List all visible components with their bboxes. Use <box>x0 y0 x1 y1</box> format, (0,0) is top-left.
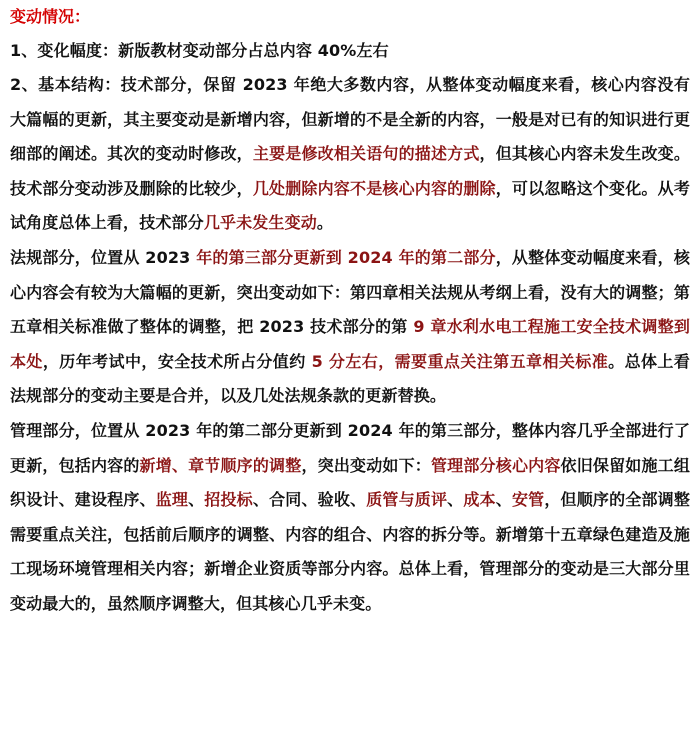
text-run: ，但其核心内容未发生改变。技术部分变动涉及删除的比较少， <box>10 144 690 198</box>
highlight-text: 年的第三部分更新到 2024 年的第二部分 <box>196 247 496 267</box>
text-run: ，历年考试中，安全技术所占分值约 <box>42 351 312 371</box>
text-run: 管理部分，位置从 2023 年的第二部分更新到 2024 年的第三部分，整体内容几乎全部进行了更新，包括内容的 <box>10 420 690 475</box>
highlight-text: 主要是修改相关语句的描述方式 <box>252 144 480 164</box>
text-run: ，突出变动如下： <box>301 455 431 475</box>
highlight-text: 监理 <box>155 490 189 510</box>
text-run: ，可以忽略这个变化。从考试角度总体上看，技术部分 <box>10 178 690 233</box>
highlight-text: 成本 <box>463 490 496 510</box>
text-run: 。总体上看法规部分的变动主要是合并，以及几处法规条款的更新替换。 <box>10 351 690 406</box>
text-run: 、 <box>495 490 512 510</box>
highlight-text: 几乎未发生变动 <box>203 213 317 233</box>
paragraph-management <box>10 414 690 622</box>
text-run: 依旧保留如施工组织设计、建设程序、 <box>10 455 691 510</box>
highlight-text: 新增、章节顺序的调整 <box>139 455 302 475</box>
highlight-text: 质管与质评 <box>366 490 448 510</box>
highlight-text: 9 章水利水电工程施工安全技术调整到本处 <box>10 317 690 371</box>
highlight-text: 几处删除内容不是核心内容的删除 <box>252 178 496 198</box>
paragraph-regulations <box>10 241 690 414</box>
highlight-text: 管理部分核心内容 <box>430 455 561 475</box>
text-run: 2、基本结构：技术部分，保留 2023 年绝大多数内容，从整体变动幅度来看，核心内容没有大篇幅的更新，其主要变动是新增内容，但新增的不是全新的内容，一般是对已有的知识进行更细部的阐述。其次的变动时修改， <box>10 75 690 164</box>
text-run: 、合同、验收、 <box>252 490 367 510</box>
text-run: 。 <box>316 213 334 233</box>
highlight-text: 招投标 <box>204 490 253 510</box>
paragraph-basic-structure <box>10 68 690 241</box>
text-run: 、 <box>447 490 464 510</box>
text-run: 法规部分，位置从 2023 <box>10 247 197 267</box>
section-heading: 变动情况： <box>10 7 91 26</box>
highlight-text: ，需要重点关注第五章相关标准 <box>378 351 609 371</box>
text-run: ，从整体变动幅度来看，核心内容会有较为大篇幅的更新，突出变动如下：第四章相关法规从考纲上看，没有大的调整；第五章相关标准做了整体的调整，把 2023 技术部分的第 <box>10 247 690 337</box>
highlight-text: 安管 <box>511 490 545 510</box>
paragraph-change-range: 1、变化幅度：新版教材变动部分占总内容 40%左右 <box>10 41 389 60</box>
text-run: 、 <box>188 490 205 510</box>
highlight-text: 5 分左右 <box>311 351 379 371</box>
text-run: ，但顺序的全部调整需要重点关注，包括前后顺序的调整、内容的组合、内容的拆分等。新增第十五章绿色建造及施工现场环境管理相关内容；新增企业资质等部分内容。总体上看，管理部分的变动是三大部分里变动最大的，虽然顺序调整大，但其核心几乎未变。 <box>10 490 691 613</box>
